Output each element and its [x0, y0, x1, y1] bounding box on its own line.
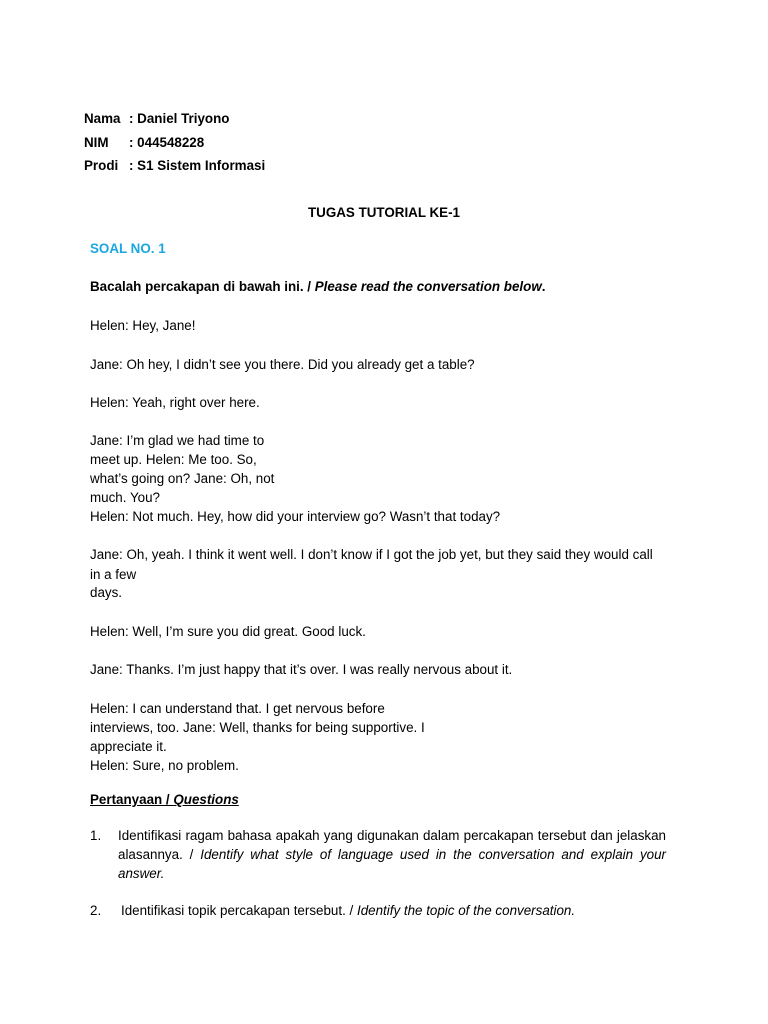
conversation-line: Jane: I’m glad we had time to	[90, 433, 265, 448]
question-text-main: Identifikasi ragam bahasa apakah yang digunakan dalam percakapan tersebut dan jelaskan alasannya. /	[118, 828, 666, 862]
conversation-line: meet up. Helen: Me too. So,	[90, 452, 257, 467]
question-text-italic: Identify what style of language used in the conversation and explain your answer.	[118, 847, 666, 881]
conversation-line: in a few	[90, 567, 137, 582]
page-title: TUGAS TUTORIAL KE-1	[307, 205, 461, 220]
nama-label: Nama	[84, 111, 121, 126]
question-text-main: Identifikasi topik percakapan tersebut. /	[121, 903, 357, 918]
conversation-line: days.	[90, 585, 123, 600]
questions-heading	[90, 792, 239, 808]
conversation-line: interviews, too. Jane: Well, thanks for being supportive. I	[90, 720, 425, 735]
questions-heading-italic: Questions	[173, 792, 239, 807]
nama-value: : Daniel Triyono	[129, 111, 230, 126]
conversation-line: Helen: Hey, Jane!	[90, 318, 196, 333]
instruction	[90, 279, 545, 295]
prodi-label: Prodi	[84, 158, 119, 173]
conversation-line: much. You?	[90, 490, 160, 505]
instruction-italic: Please read the conversation below	[314, 279, 542, 294]
questions-heading-bold: Pertanyaan /	[90, 792, 174, 807]
prodi-value: : S1 Sistem Informasi	[129, 158, 266, 173]
conversation-line: Jane: Oh hey, I didn’t see you there. Did you already get a table?	[90, 357, 475, 372]
question-text-italic: Identify the topic of the conversation.	[356, 903, 576, 918]
conversation-line: Helen: I can understand that. I get nervous before	[90, 701, 385, 716]
instruction-end: .	[541, 279, 546, 294]
soal-heading: SOAL NO. 1	[90, 241, 166, 256]
conversation-line: Helen: Well, I’m sure you did great. Good luck.	[90, 624, 366, 639]
nim-label: NIM	[84, 135, 109, 150]
question-text	[118, 826, 666, 883]
conversation-line: Jane: Oh, yeah. I think it went well. I don’t know if I got the job yet, but they said they would call	[90, 547, 653, 562]
question-number: 1.	[90, 828, 102, 843]
instruction-bold: Bacalah percakapan di bawah ini. /	[90, 279, 315, 294]
question-number: 2.	[90, 903, 102, 918]
conversation-line: Jane: Thanks. I’m just happy that it’s over. I was really nervous about it.	[90, 662, 513, 677]
conversation-line: Helen: Yeah, right over here.	[90, 395, 260, 410]
conversation-line: what’s going on? Jane: Oh, not	[90, 471, 275, 486]
conversation-line: Helen: Sure, no problem.	[90, 758, 239, 773]
nim-value: : 044548228	[129, 135, 205, 150]
conversation-line: Helen: Not much. Hey, how did your interview go? Wasn’t that today?	[90, 509, 501, 524]
conversation-line: appreciate it.	[90, 739, 167, 754]
question-text	[121, 901, 669, 920]
